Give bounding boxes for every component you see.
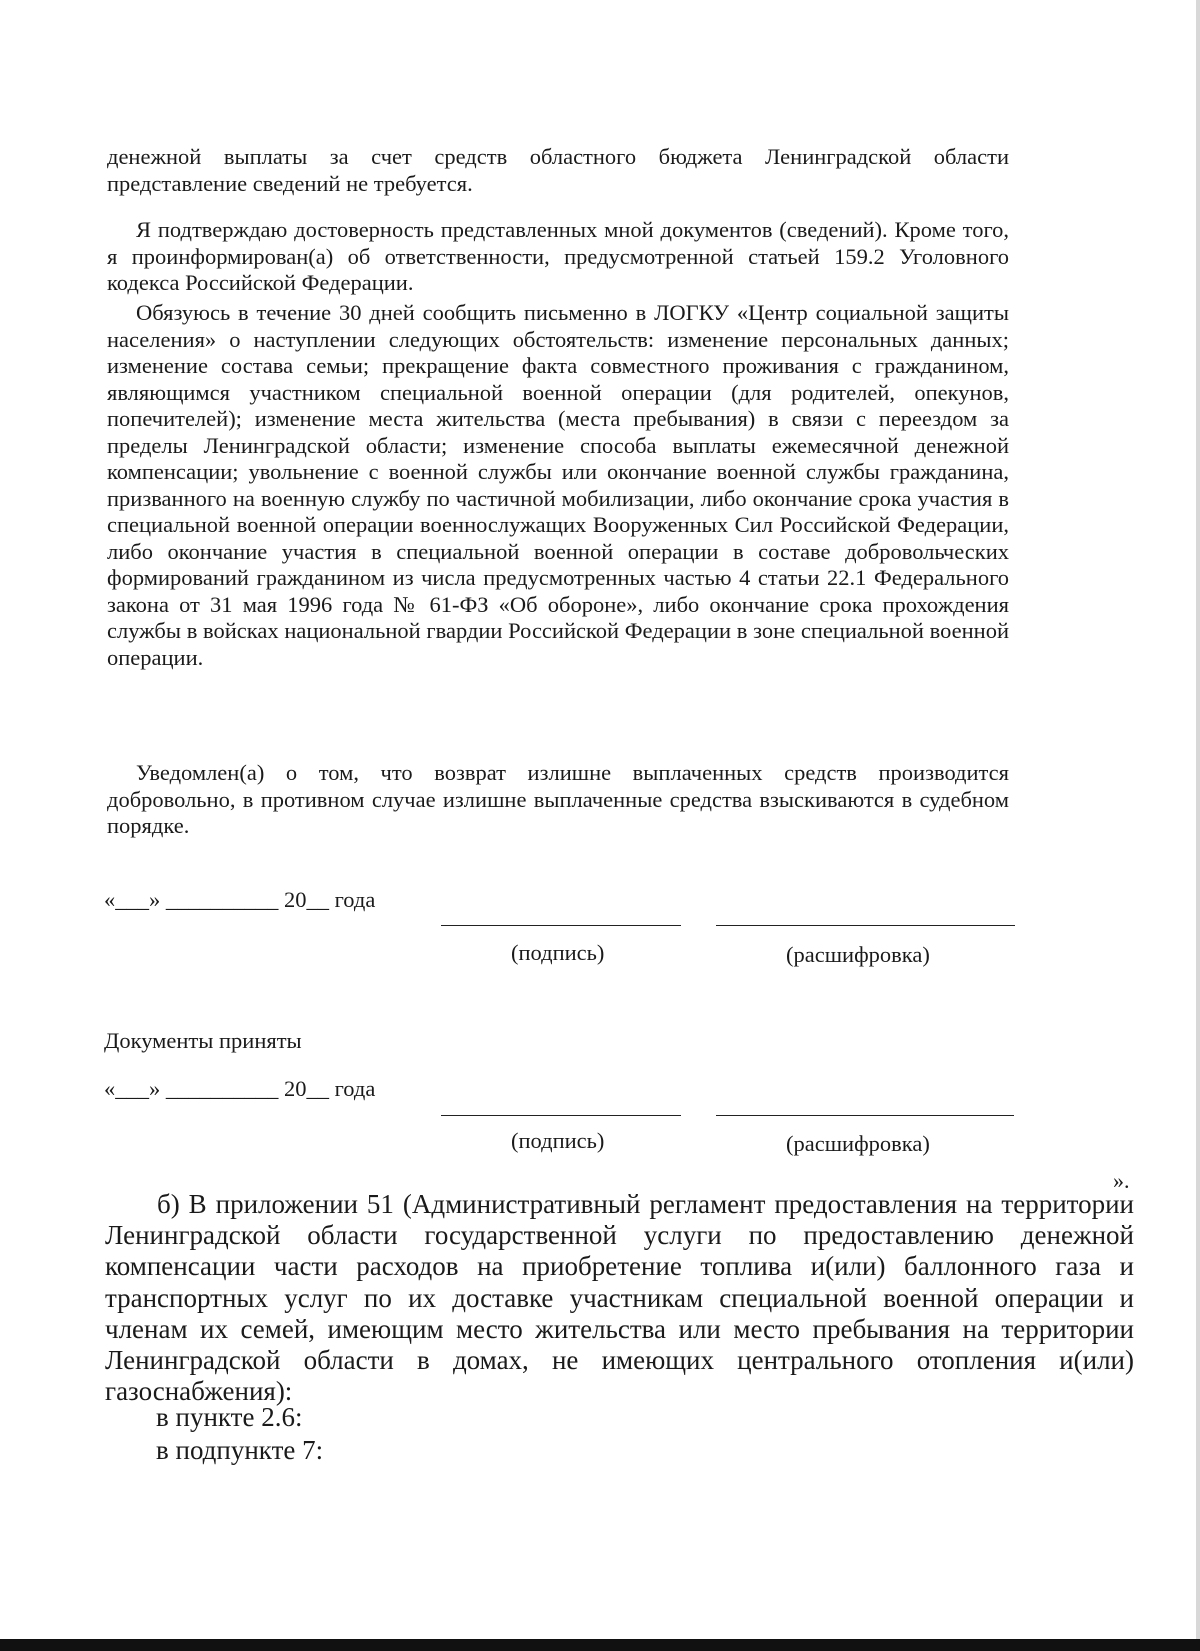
decode-caption: (расшифровка) [786,942,930,967]
decode-line-applicant [716,925,1015,926]
decode-caption: (расшифровка) [786,1131,930,1156]
paragraph-intro: денежной выплаты за счет средств областного бюджета Ленинградской области представление сведений не требуется. [107,144,1009,196]
paragraph-notice: Уведомлен(а) о том, что возврат излишне выплаченных средств производится добровольно, в противном случае излишне выплаченные средства взыскиваются в судебном порядке. [107,760,1009,838]
signature-line-accepted [441,1115,681,1116]
closing-quote-mark: ». [1113,1168,1130,1193]
documents-accepted-label: Документы приняты [104,1028,302,1053]
signature-line-applicant [441,925,681,926]
item-point: в пункте 2.6: [156,1402,303,1432]
paragraph-obligation: Обязуюсь в течение 30 дней сообщить письменно в ЛОГКУ «Центр социальной защиты населения» о наступлении следующих обстоятельств: изменение персональных данных; изменение состава семьи; прекращение факта совместного проживания с гражданином, являющимся участником специальной военной операции (для родителей, опекунов, попечителей); изменение места жительства (места пребывания) в связи с переездом за пределы Ленинградской области; изменение способа выплаты ежемесячной денежной компенсации; увольнение с военной службы или окончание военной службы гражданина, призванного на военную службу по частичной мобилизации, либо окончание срока участия в специальной военной операции военнослужащих Вооруженных Сил Российской Федерации, либо окончание участия в специальной военной операции в составе добровольческих формирований гражданином из числа предусмотренных частью 4 статьи 22.1 Федерального закона от 31 мая 1996 года № 61-ФЗ «Об обороне», либо окончание срока прохождения службы в войсках национальной гвардии Российской Федерации в зоне специальной военной операции. [107,300,1009,670]
signature-caption: (подпись) [511,940,605,965]
paragraph-confirmation: Я подтверждаю достоверность представленных мной документов (сведений). Кроме того, я проинформирован(а) об ответственности, предусмотренной статьей 159.2 Уголовного кодекса Российской Федерации. [107,217,1009,295]
signature-caption: (подпись) [511,1128,605,1153]
date-line-accepted: «___» __________ 20__ года [104,1076,376,1101]
decode-line-accepted [716,1115,1014,1116]
scan-edge [1196,0,1200,1651]
paragraph-amendment: б) В приложении 51 (Административный регламент предоставления на территории Ленинградской области государственной услуги по предоставлению денежной компенсации части расходов на приобретение топлива и(или) баллонного газа и транспортных услуг по их доставке участникам специальной военной операции и членам их семей, имеющим место жительства или место пребывания на территории Ленинградской области в домах, не имеющих центрального отопления и(или) газоснабжения): [105,1189,1134,1407]
scan-bottom-border [0,1639,1200,1651]
date-line-applicant: «___» __________ 20__ года [104,887,376,912]
item-subpoint: в подпункте 7: [156,1435,324,1465]
